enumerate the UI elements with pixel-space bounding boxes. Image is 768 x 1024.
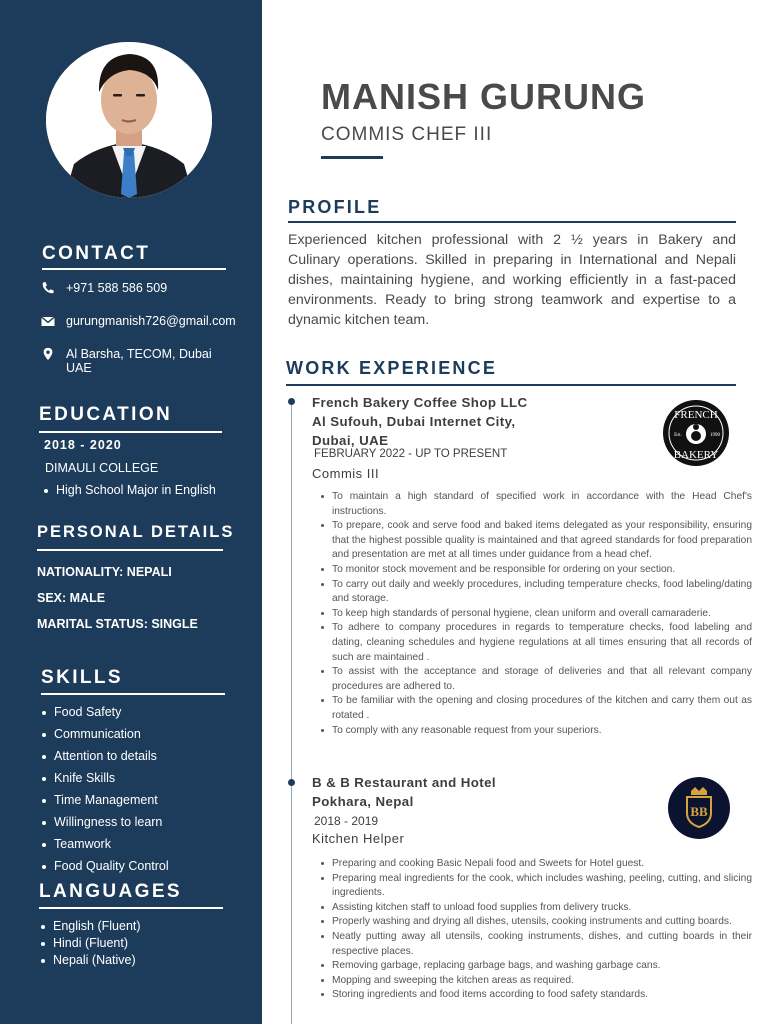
- list-item: Neatly putting away all utensils, cooking instruments, dishes, and cutting boards in their respective places.: [332, 930, 752, 959]
- marital-status: MARITAL STATUS: SINGLE: [37, 617, 198, 631]
- list-item: To carry out daily and weekly procedures, including temperature checks, food labeling/dating and storage.: [332, 578, 752, 607]
- languages-list: [39, 919, 141, 970]
- job-1-city: Dubai, UAE: [312, 433, 389, 448]
- skill-item: Attention to details: [54, 749, 169, 771]
- email-address: gurungmanish726@gmail.com: [66, 314, 236, 328]
- sidebar: [0, 0, 262, 1024]
- logo-text-bottom: BAKERY: [673, 449, 719, 461]
- skill-item: Food Quality Control: [54, 859, 169, 881]
- languages-heading: LANGUAGES: [39, 881, 182, 902]
- list-item: To prepare, cook and serve food and baked items delegated as your responsibility, ensuring that the highest possible quality is maintained and that agreed standards for food preparation and presentation are met at all times under guidance from a head chef.: [332, 519, 752, 563]
- list-item: Preparing and cooking Basic Nepali food and Sweets for Hotel guest.: [332, 857, 752, 872]
- job-2-duties: [318, 857, 752, 1003]
- profile-summary: Experienced kitchen professional with 2 ½ years in Bakery and Culinary operations. Skilled in preparing in International and Nepali dishes, maintaining hygiene, and working efficiently in a fast-paced environments. Ready to bring strong teamwork and expertise to a dynamic kitchen team.: [288, 232, 736, 328]
- work-experience-heading: WORK EXPERIENCE: [286, 358, 498, 378]
- logo-text: BB: [690, 804, 708, 819]
- personal-details-heading: PERSONAL DETAILS: [37, 523, 235, 541]
- list-item: Assisting kitchen staff to unload food supplies from delivery trucks.: [332, 901, 752, 916]
- education-school: DIMAULI COLLEGE: [45, 461, 159, 475]
- list-item: To adhere to company procedures in regards to temperature checks, food labeling and dating, cleaning schedules and hygiene regulations at all times ensuring that all records of such are maintained .: [332, 621, 752, 665]
- list-item: To be familiar with the opening and closing procedures of the kitchen and carry them out as rotated .: [332, 694, 752, 723]
- language-item: Nepali (Native): [53, 953, 141, 970]
- job-2-company: [312, 773, 496, 811]
- profile-photo: [46, 42, 212, 198]
- skill-item: Food Safety: [54, 705, 169, 727]
- skill-item: Time Management: [54, 793, 169, 815]
- candidate-name: MANISH GURUNG: [321, 76, 646, 117]
- timeline-dot: [288, 398, 295, 405]
- list-item: To monitor stock movement and be responsible for ordering on your section.: [332, 563, 752, 578]
- list-item: Storing ingredients and food items according to food safety standards.: [332, 988, 752, 1003]
- job-2-location: Pokhara, Nepal: [312, 794, 414, 809]
- timeline-line: [291, 402, 292, 1024]
- education-heading: EDUCATION: [39, 404, 173, 425]
- contact-divider: [42, 268, 226, 270]
- education-years: 2018 - 2020: [44, 438, 122, 452]
- profile-divider: [288, 221, 736, 223]
- education-list: [42, 483, 216, 497]
- sex: SEX: MALE: [37, 591, 106, 605]
- nationality: NATIONALITY: NEPALI: [37, 565, 172, 579]
- education-divider: [39, 431, 222, 433]
- french-bakery-logo: [660, 398, 732, 468]
- job-2-date: 2018 - 2019: [314, 814, 379, 828]
- language-item: Hindi (Fluent): [53, 936, 141, 953]
- timeline-dot: [288, 779, 295, 786]
- list-item: Properly washing and drying all dishes, utensils, cooking instruments and cutting boards.: [332, 915, 752, 930]
- list-item: To assist with the acceptance and storage of deliveries and that all relevant company procedures are adhered to.: [332, 665, 752, 694]
- skills-divider: [41, 693, 225, 695]
- job-1-role: Commis III: [312, 466, 380, 481]
- contact-address: [40, 347, 240, 375]
- list-item: To comply with any reasonable request from your superiors.: [332, 724, 752, 739]
- list-item: High School Major in English: [56, 483, 216, 497]
- job-1-company: [312, 393, 528, 450]
- bb-hotel-logo: [667, 777, 731, 839]
- title-underline: [321, 156, 383, 159]
- contact-phone[interactable]: [40, 281, 240, 295]
- list-item: Preparing meal ingredients for the cook, which includes washing, peeling, cutting, and slicing ingredients.: [332, 872, 752, 901]
- personal-details-divider: [37, 549, 223, 551]
- list-item: Mopping and sweeping the kitchen areas as required.: [332, 974, 752, 989]
- profile-heading: PROFILE: [288, 197, 382, 217]
- job-2-company-name: B & B Restaurant and Hotel: [312, 775, 497, 790]
- skill-item: Willingness to learn: [54, 815, 169, 837]
- job-1-duties: [318, 490, 752, 738]
- list-item: Removing garbage, replacing garbage bags, and washing garbage cans.: [332, 959, 752, 974]
- contact-email[interactable]: [40, 314, 240, 328]
- job-2-role: Kitchen Helper: [312, 831, 405, 846]
- skill-item: Communication: [54, 727, 169, 749]
- list-item: To maintain a high standard of specified work in accordance with the Head Chef's instructions.: [332, 490, 752, 519]
- logo-text-top: FRENCH: [674, 409, 718, 421]
- location-pin-icon: [40, 347, 56, 361]
- job-1-location-line: Al Sufouh, Dubai Internet City,: [312, 414, 516, 429]
- logo-est: Est.: [674, 433, 682, 438]
- job-1-date: FEBRUARY 2022 - UP TO PRESENT: [314, 448, 508, 460]
- phone-number: +971 588 586 509: [66, 281, 168, 295]
- phone-icon: [40, 281, 56, 295]
- address-line-2: UAE: [66, 361, 92, 375]
- job-1-company-name: French Bakery Coffee Shop LLC: [312, 395, 528, 410]
- logo-year: 1990: [710, 433, 720, 438]
- skills-list: [40, 705, 169, 881]
- list-item: To keep high standards of personal hygiene, clean uniform and overall camaraderie.: [332, 607, 752, 622]
- languages-divider: [39, 907, 223, 909]
- skill-item: Knife Skills: [54, 771, 169, 793]
- skill-item: Teamwork: [54, 837, 169, 859]
- address-line-1: Al Barsha, TECOM, Dubai: [66, 347, 212, 361]
- language-item: English (Fluent): [53, 919, 141, 936]
- envelope-icon: [40, 314, 56, 328]
- skills-heading: SKILLS: [41, 667, 123, 688]
- contact-heading: CONTACT: [42, 243, 151, 264]
- job-title: COMMIS CHEF III: [321, 124, 493, 145]
- work-experience-divider: [286, 384, 736, 386]
